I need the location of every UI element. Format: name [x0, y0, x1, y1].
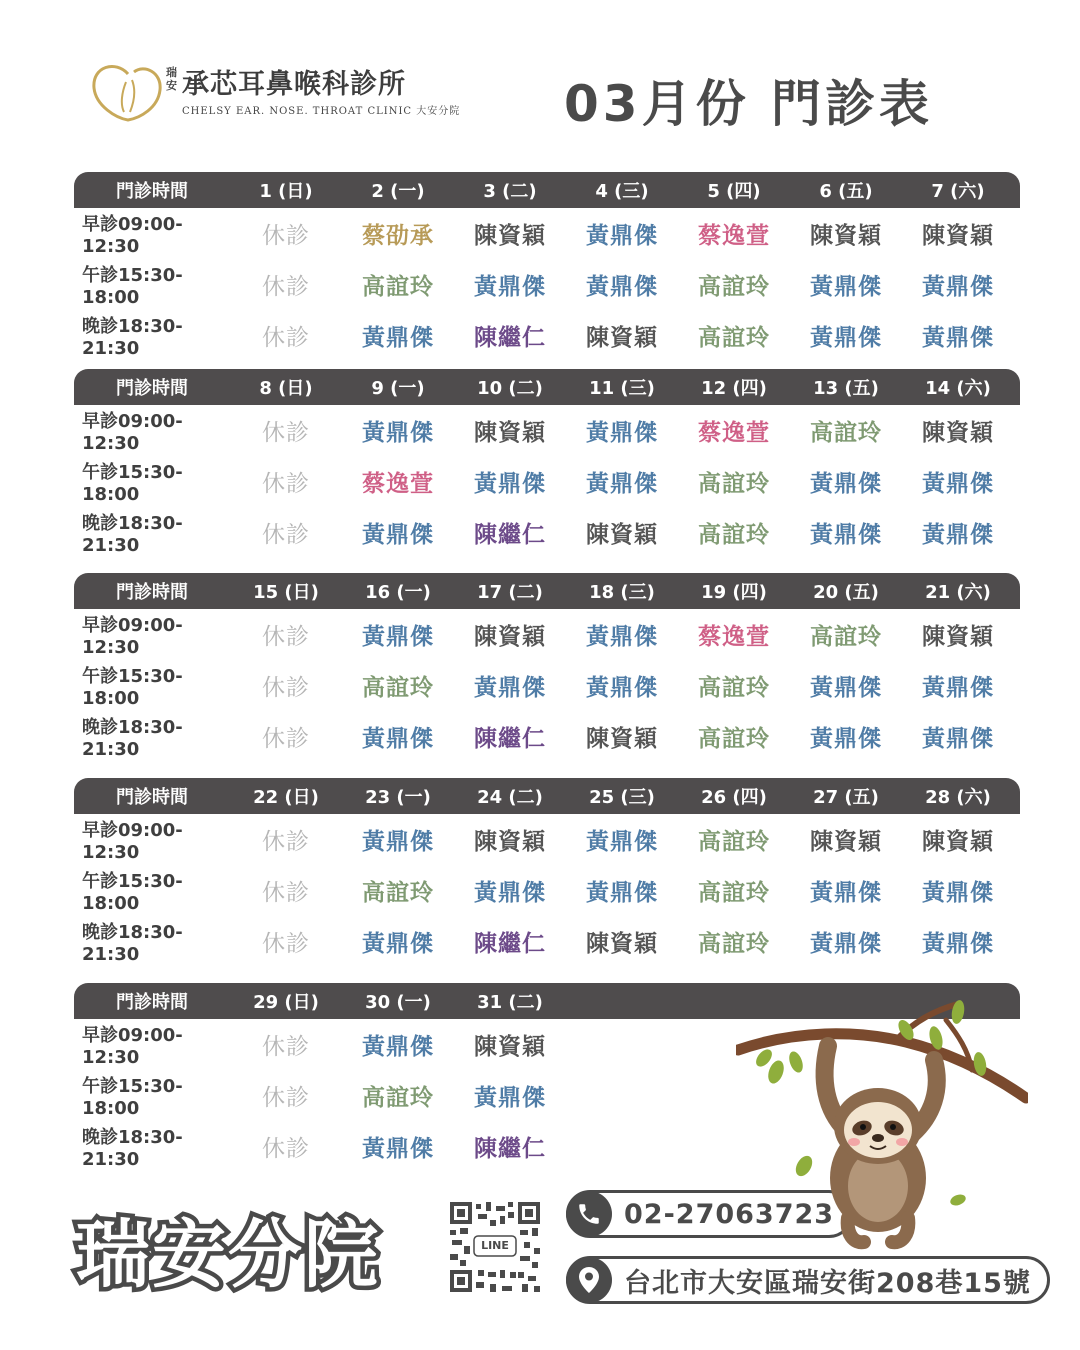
- doctor-cell: 黃鼎傑: [586, 880, 658, 906]
- page-title: 03月份 門診表: [564, 75, 933, 133]
- doctor-cell: 陳資穎: [810, 223, 882, 249]
- doctor-cell: 黃鼎傑: [810, 675, 882, 701]
- doctor-cell: 陳資穎: [586, 325, 658, 351]
- doctor-cell: 黃鼎傑: [586, 420, 658, 446]
- doctor-cell: 黃鼎傑: [474, 675, 546, 701]
- doctor-cell: 高誼玲: [698, 325, 770, 351]
- doctor-cell: 陳繼仁: [474, 726, 546, 752]
- doctor-cell: 黃鼎傑: [922, 274, 994, 300]
- doctor-cell: 黃鼎傑: [586, 675, 658, 701]
- doctor-cell: 黃鼎傑: [474, 1085, 546, 1111]
- doctor-cell: 黃鼎傑: [362, 420, 434, 446]
- doctor-cell: 陳資穎: [586, 522, 658, 548]
- session-row: [74, 507, 1020, 558]
- doctor-cell: 黃鼎傑: [922, 726, 994, 752]
- session-row: [74, 865, 1020, 916]
- day-header: 21 (六): [925, 582, 991, 603]
- session-label: 午診15:30-18:00: [82, 871, 183, 914]
- closed-cell: 休診: [262, 522, 310, 548]
- day-header: 2 (一): [371, 181, 425, 202]
- doctor-cell: 黃鼎傑: [810, 522, 882, 548]
- day-header: 4 (三): [595, 181, 649, 202]
- doctor-cell: 黃鼎傑: [586, 223, 658, 249]
- closed-cell: 休診: [262, 1136, 310, 1162]
- sloth-illustration: [736, 990, 1028, 1250]
- doctor-cell: 黃鼎傑: [922, 325, 994, 351]
- session-label: 晚診18:30-21:30: [82, 717, 183, 760]
- day-header: 27 (五): [813, 787, 879, 808]
- day-header: 19 (四): [701, 582, 767, 603]
- day-header: 7 (六): [931, 181, 985, 202]
- doctor-cell: 陳資穎: [922, 624, 994, 650]
- doctor-cell: 陳繼仁: [474, 522, 546, 548]
- session-row: [74, 405, 1020, 456]
- doctor-cell: 陳資穎: [474, 1034, 546, 1060]
- doctor-cell: 高誼玲: [362, 1085, 434, 1111]
- day-header: 1 (日): [259, 181, 313, 202]
- doctor-cell: 陳資穎: [586, 931, 658, 957]
- session-label: 早診09:00-12:30: [82, 411, 183, 454]
- session-label: 早診09:00-12:30: [82, 1025, 183, 1068]
- doctor-cell: 黃鼎傑: [362, 325, 434, 351]
- closed-cell: 休診: [262, 931, 310, 957]
- doctor-cell: 蔡逸萱: [698, 223, 770, 249]
- day-header: 28 (六): [925, 787, 991, 808]
- closed-cell: 休診: [262, 274, 310, 300]
- doctor-cell: 陳資穎: [922, 420, 994, 446]
- session-row: [74, 916, 1020, 967]
- doctor-cell: 黃鼎傑: [922, 931, 994, 957]
- doctor-cell: 高誼玲: [698, 274, 770, 300]
- day-header: 24 (二): [477, 787, 543, 808]
- session-label: 午診15:30-18:00: [82, 265, 183, 308]
- session-label: 晚診18:30-21:30: [82, 316, 183, 359]
- week-header: [74, 573, 1020, 609]
- day-header: 17 (二): [477, 582, 543, 603]
- doctor-cell: 黃鼎傑: [586, 471, 658, 497]
- closed-cell: 休診: [262, 880, 310, 906]
- doctor-cell: 黃鼎傑: [810, 274, 882, 300]
- doctor-cell: 黃鼎傑: [810, 726, 882, 752]
- doctor-cell: 陳資穎: [922, 223, 994, 249]
- closed-cell: 休診: [262, 420, 310, 446]
- session-label: 早診09:00-12:30: [82, 820, 183, 863]
- address-pill[interactable]: [566, 1256, 1050, 1304]
- doctor-cell: 黃鼎傑: [810, 471, 882, 497]
- day-header: 25 (三): [589, 787, 655, 808]
- day-header: 3 (二): [483, 181, 537, 202]
- doctor-cell: 陳資穎: [474, 624, 546, 650]
- doctor-cell: 高誼玲: [810, 420, 882, 446]
- session-row: [74, 660, 1020, 711]
- session-label: 午診15:30-18:00: [82, 666, 183, 709]
- day-header: 18 (三): [589, 582, 655, 603]
- day-header: 30 (一): [365, 992, 431, 1013]
- session-row: [74, 609, 1020, 660]
- clinic-name: 承芯耳鼻喉科診所: [182, 69, 406, 100]
- logo-mark-icon: [88, 62, 166, 122]
- day-header: 23 (一): [365, 787, 431, 808]
- doctor-cell: 高誼玲: [698, 675, 770, 701]
- doctor-cell: 高誼玲: [698, 829, 770, 855]
- day-header: 29 (日): [253, 992, 319, 1013]
- day-header: 5 (四): [707, 181, 761, 202]
- week-header: [74, 172, 1020, 208]
- doctor-cell: 黃鼎傑: [810, 931, 882, 957]
- doctor-cell: 黃鼎傑: [362, 522, 434, 548]
- day-header: 10 (二): [477, 378, 543, 399]
- phone-icon: [566, 1191, 612, 1237]
- day-header: 22 (日): [253, 787, 319, 808]
- doctor-cell: 黃鼎傑: [810, 325, 882, 351]
- doctor-cell: 黃鼎傑: [810, 880, 882, 906]
- logo-branch-small: 瑞安: [166, 66, 177, 92]
- closed-cell: 休診: [262, 223, 310, 249]
- doctor-cell: 陳繼仁: [474, 931, 546, 957]
- doctor-cell: 高誼玲: [698, 726, 770, 752]
- doctor-cell: 蔡逸萱: [698, 624, 770, 650]
- doctor-cell: 陳資穎: [474, 829, 546, 855]
- week-header: [74, 778, 1020, 814]
- doctor-cell: 黃鼎傑: [922, 880, 994, 906]
- doctor-cell: 黃鼎傑: [474, 880, 546, 906]
- week-table: [74, 172, 1020, 361]
- location-pin-icon: [566, 1257, 612, 1303]
- day-header: 11 (三): [589, 378, 655, 399]
- qr-line-label: LINE: [481, 1239, 509, 1252]
- doctor-cell: 高誼玲: [698, 471, 770, 497]
- doctor-cell: 陳繼仁: [474, 1136, 546, 1162]
- closed-cell: 休診: [262, 325, 310, 351]
- schedule-label: 門診時間: [116, 181, 188, 202]
- day-header: 31 (二): [477, 992, 543, 1013]
- week-table: [74, 369, 1020, 558]
- doctor-cell: 蔡逸萱: [362, 471, 434, 497]
- doctor-cell: 黃鼎傑: [362, 1136, 434, 1162]
- session-label: 晚診18:30-21:30: [82, 1127, 183, 1170]
- doctor-cell: 黃鼎傑: [362, 1034, 434, 1060]
- day-header: 6 (五): [819, 181, 873, 202]
- closed-cell: 休診: [262, 726, 310, 752]
- week-table: [74, 778, 1020, 967]
- doctor-cell: 黃鼎傑: [922, 471, 994, 497]
- clinic-logo: [88, 62, 461, 124]
- doctor-cell: 黃鼎傑: [586, 624, 658, 650]
- closed-cell: 休診: [262, 1085, 310, 1111]
- doctor-cell: 黃鼎傑: [474, 471, 546, 497]
- week-header: [74, 369, 1020, 405]
- session-row: [74, 310, 1020, 361]
- doctor-cell: 高誼玲: [362, 274, 434, 300]
- session-label: 晚診18:30-21:30: [82, 513, 183, 556]
- schedule-label: 門診時間: [116, 378, 188, 399]
- week-table: [74, 573, 1020, 762]
- doctor-cell: 陳資穎: [586, 726, 658, 752]
- day-header: 16 (一): [365, 582, 431, 603]
- session-label: 早診09:00-12:30: [82, 214, 183, 257]
- doctor-cell: 黃鼎傑: [586, 829, 658, 855]
- schedule-label: 門診時間: [116, 992, 188, 1013]
- closed-cell: 休診: [262, 624, 310, 650]
- doctor-cell: 高誼玲: [698, 522, 770, 548]
- doctor-cell: 陳繼仁: [474, 325, 546, 351]
- day-header: 20 (五): [813, 582, 879, 603]
- session-label: 午診15:30-18:00: [82, 1076, 183, 1119]
- session-label: 晚診18:30-21:30: [82, 922, 183, 965]
- session-row: [74, 456, 1020, 507]
- day-header: 9 (一): [371, 378, 425, 399]
- doctor-cell: 陳資穎: [474, 223, 546, 249]
- doctor-cell: 高誼玲: [362, 675, 434, 701]
- closed-cell: 休診: [262, 829, 310, 855]
- doctor-cell: 陳資穎: [810, 829, 882, 855]
- doctor-cell: 蔡劭承: [362, 223, 434, 249]
- closed-cell: 休診: [262, 1034, 310, 1060]
- day-header: 15 (日): [253, 582, 319, 603]
- closed-cell: 休診: [262, 675, 310, 701]
- day-header: 26 (四): [701, 787, 767, 808]
- doctor-cell: 高誼玲: [698, 880, 770, 906]
- doctor-cell: 黃鼎傑: [922, 522, 994, 548]
- doctor-cell: 高誼玲: [810, 624, 882, 650]
- session-label: 午診15:30-18:00: [82, 462, 183, 505]
- session-row: [74, 259, 1020, 310]
- doctor-cell: 黃鼎傑: [922, 675, 994, 701]
- session-row: [74, 208, 1020, 259]
- day-header: 13 (五): [813, 378, 879, 399]
- doctor-cell: 蔡逸萱: [698, 420, 770, 446]
- day-header: 12 (四): [701, 378, 767, 399]
- schedule-label: 門診時間: [116, 582, 188, 603]
- schedule-label: 門診時間: [116, 787, 188, 808]
- phone-number: 02-27063723: [624, 1198, 835, 1230]
- branch-name: 瑞安分院: [76, 1212, 380, 1298]
- day-header: 8 (日): [259, 378, 313, 399]
- closed-cell: 休診: [262, 471, 310, 497]
- session-label: 早診09:00-12:30: [82, 615, 183, 658]
- doctor-cell: 黃鼎傑: [362, 829, 434, 855]
- clinic-name-en: CHELSY EAR. NOSE. THROAT CLINIC 大安分院: [182, 106, 461, 117]
- doctor-cell: 高誼玲: [698, 931, 770, 957]
- doctor-cell: 陳資穎: [922, 829, 994, 855]
- doctor-cell: 黃鼎傑: [362, 624, 434, 650]
- day-header: 14 (六): [925, 378, 991, 399]
- doctor-cell: 高誼玲: [362, 880, 434, 906]
- doctor-cell: 黃鼎傑: [362, 726, 434, 752]
- doctor-cell: 黃鼎傑: [474, 274, 546, 300]
- doctor-cell: 黃鼎傑: [586, 274, 658, 300]
- session-row: [74, 711, 1020, 762]
- doctor-cell: 陳資穎: [474, 420, 546, 446]
- doctor-cell: 黃鼎傑: [362, 931, 434, 957]
- session-row: [74, 814, 1020, 865]
- address-text: 台北市大安區瑞安街208巷15號: [624, 1267, 1031, 1299]
